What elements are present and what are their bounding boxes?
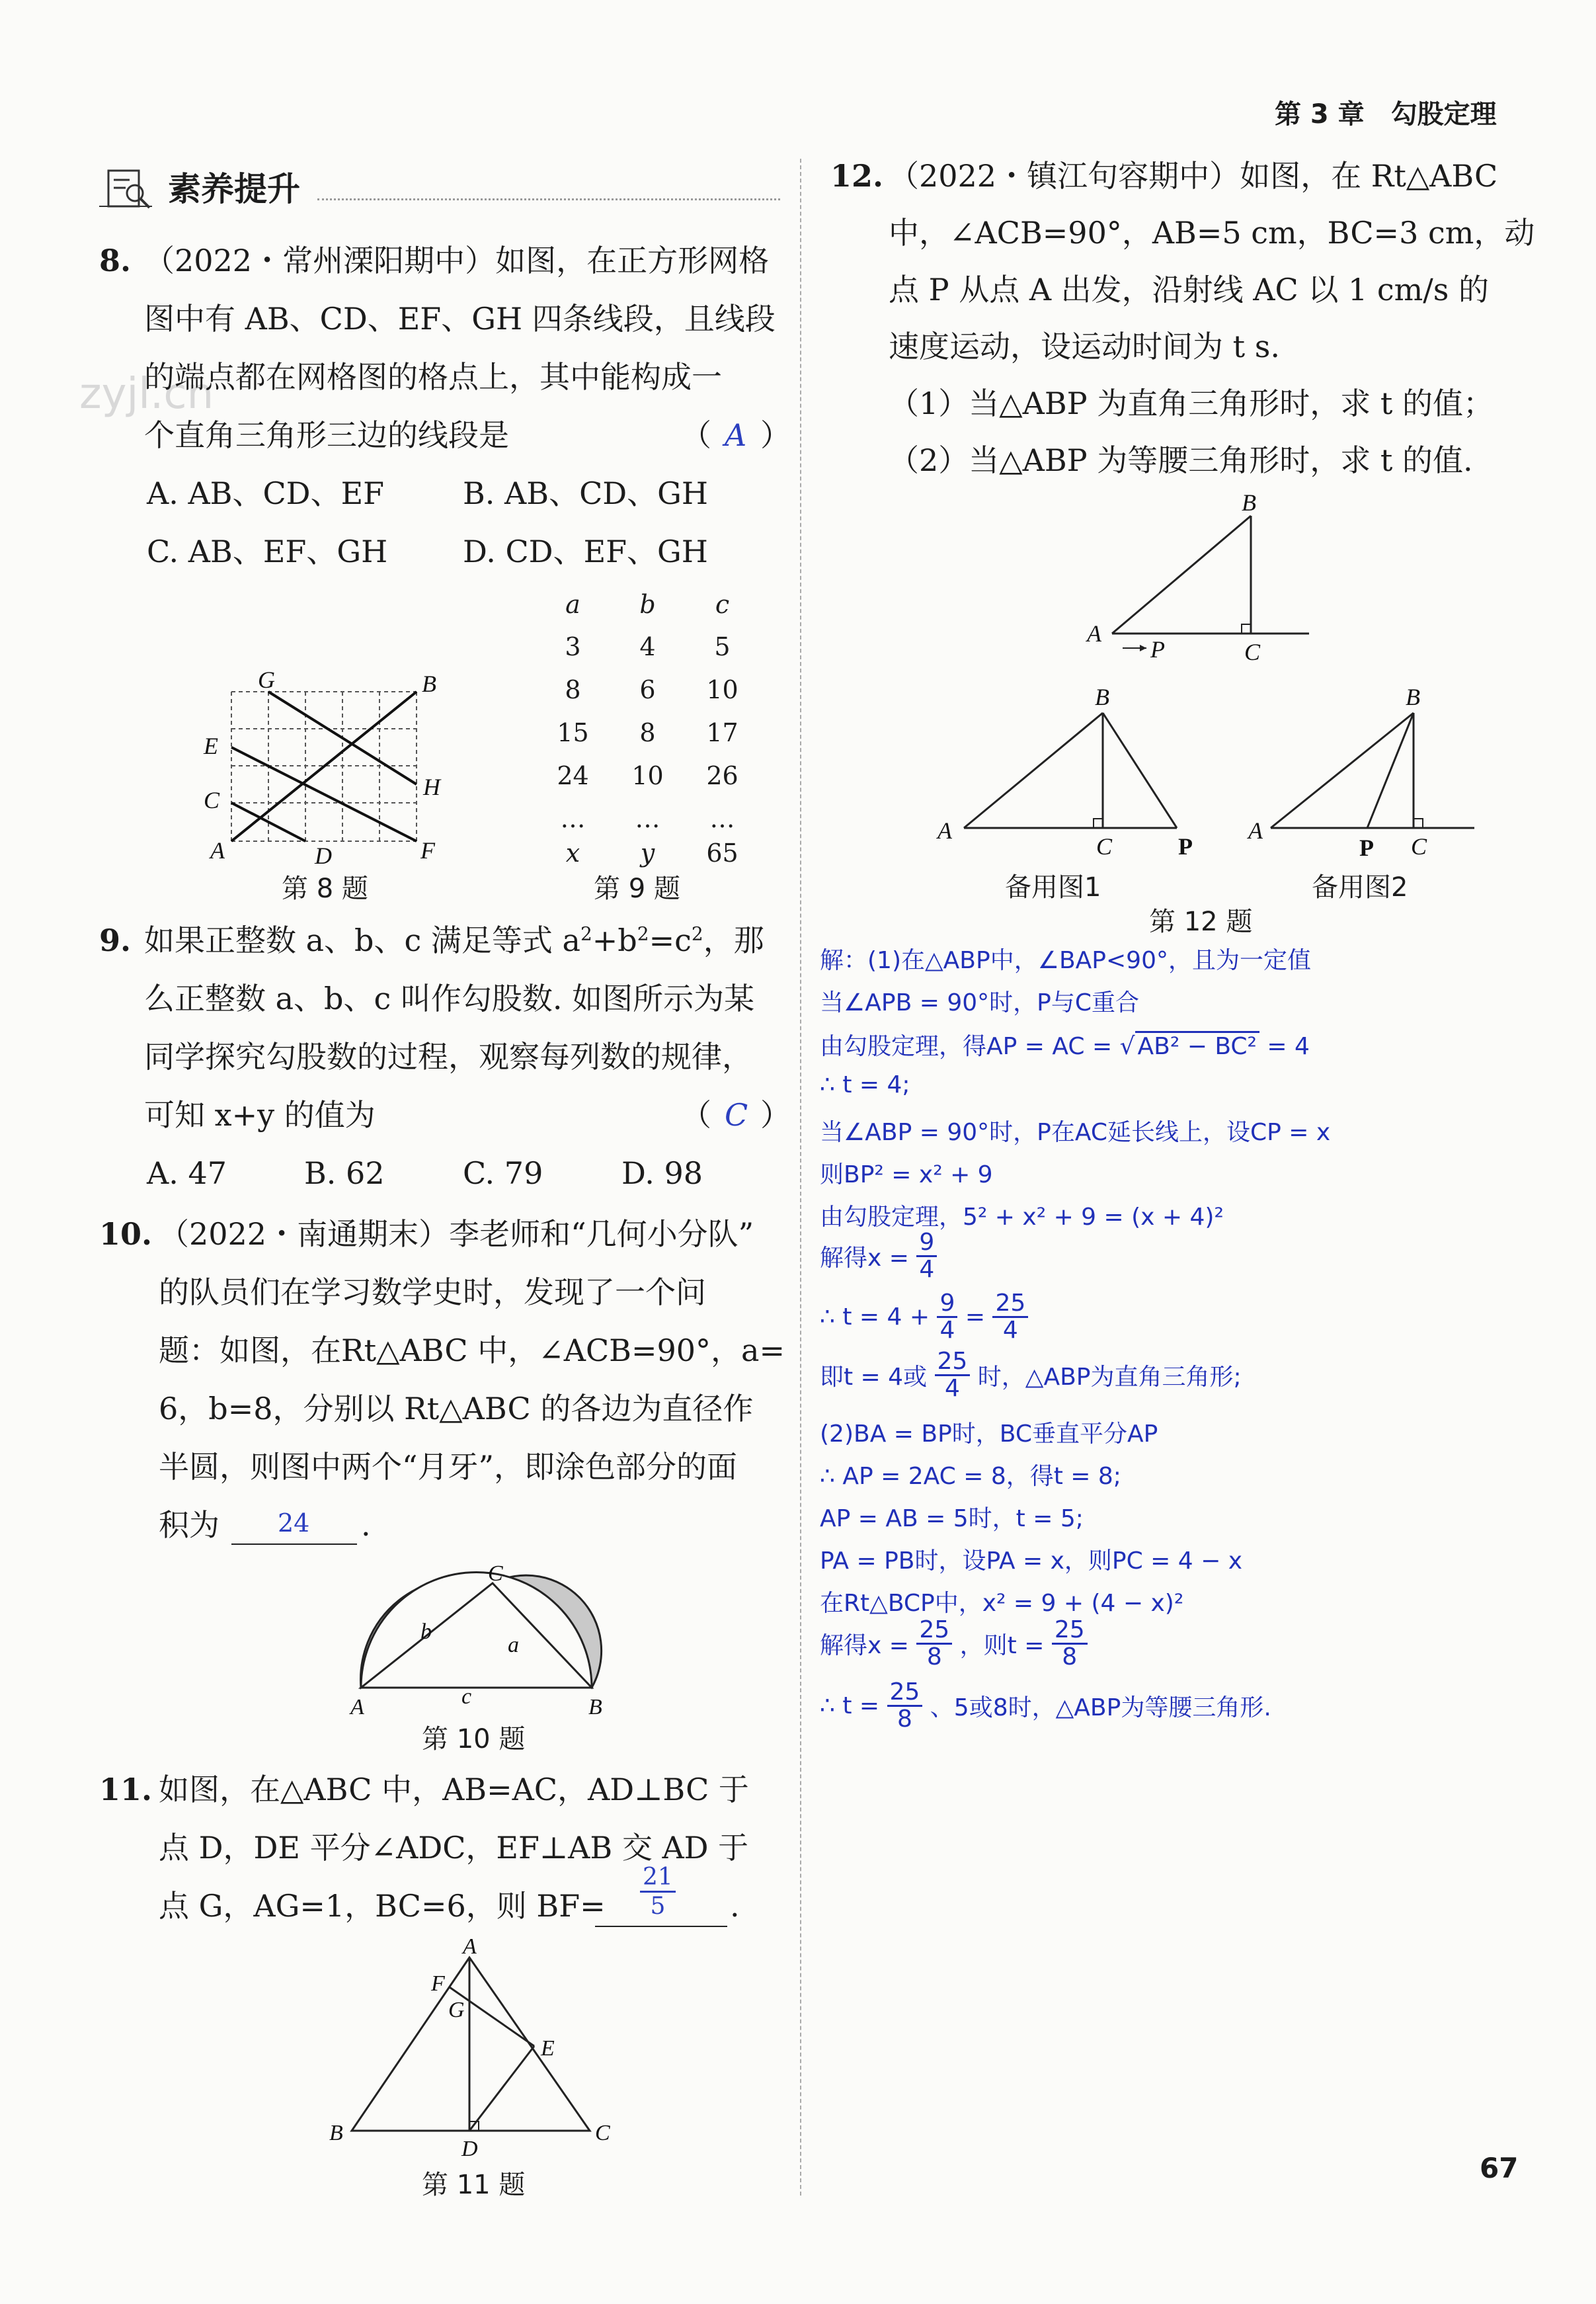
solution-line: 当∠ABP = 90°时，P在AC延长线上，设CP = x: [820, 1119, 1331, 1146]
solution-line: 在Rt△BCP中，x² = 9 + (4 − x)²: [820, 1590, 1184, 1617]
q9-cell: 5: [714, 632, 731, 661]
q8-option-c: C. AB、EF、GH: [147, 534, 388, 569]
watermark: zyjl.cn: [79, 370, 214, 419]
q10-line: 半圆，则图中两个“月牙”，即涂色部分的面: [159, 1449, 738, 1485]
q9-line: 同学探究勾股数的过程，观察每列数的规律，: [144, 1039, 752, 1075]
q12-sub-question-2: （2）当△ABP 为等腰三角形时，求 t 的值.: [889, 442, 1473, 478]
page-number: 67: [1480, 2152, 1519, 2184]
q9-header-cell: b: [639, 590, 656, 619]
solution-line: ∴ AP = 2AC = 8，得t = 8;: [820, 1463, 1121, 1490]
q10-line: 的队员们在学习数学史时，发现了一个问: [159, 1274, 706, 1310]
q12-label-p: P: [1150, 636, 1165, 663]
solution-line-fraction: ∴ t = 4 + $\frac{9}{4}$ = $\frac{25}{4}$: [820, 1291, 1028, 1343]
q8-line: 的端点都在网格图的格点上，其中能构成一: [144, 359, 722, 395]
q9-cell: 17: [706, 718, 738, 747]
q9-header-cell: a: [565, 590, 580, 619]
q11-triangle-figure: [317, 1938, 621, 2162]
label-c: C: [204, 787, 220, 813]
segment-ef: [231, 747, 417, 841]
q9-number: 9.: [99, 923, 132, 958]
q12-label-b: B: [1242, 489, 1256, 516]
backup2-label-c: C: [1411, 833, 1427, 860]
q12-line: 点 P 从点 A 出发，沿射线 AC 以 1 cm/s 的: [889, 272, 1489, 308]
q9-cell: x: [565, 839, 580, 868]
q10-moons-figure: [344, 1561, 621, 1719]
q8-caption: 第 8 题: [282, 874, 368, 904]
q10-answer-blank: [231, 1543, 357, 1545]
q8-option-d: D. CD、EF、GH: [463, 534, 708, 569]
chapter-title: 第 3 章 勾股定理: [1275, 99, 1497, 130]
backup2-label-b: B: [1406, 684, 1420, 710]
label-e: E: [204, 733, 218, 759]
q10-line: 题：如图，在Rt△ABC 中，∠ACB=90°，a=: [159, 1333, 785, 1368]
solution-line: ∴ t = 4;: [820, 1071, 910, 1098]
q9-cell: …: [635, 804, 660, 833]
q10-line: （2022・南通期末）李老师和“几何小分队”: [159, 1216, 754, 1252]
q9-cell: 10: [706, 675, 738, 704]
q9-line: 么正整数 a、b、c 叫作勾股数. 如图所示为某: [144, 981, 755, 1016]
section-icon: [99, 165, 153, 214]
q10-label-b: B: [588, 1695, 602, 1719]
q12-backup-figure-2: [1243, 675, 1481, 873]
backup2-label-a: A: [1248, 817, 1263, 844]
solution-line: 当∠APB = 90°时，P与C重合: [820, 989, 1140, 1016]
q11-last-line-post: .: [730, 1888, 740, 1924]
label-h: H: [423, 774, 440, 800]
q9-table-row: [536, 675, 760, 718]
q9-option-c: C. 79: [463, 1155, 543, 1191]
q9-caption: 第 9 题: [594, 874, 680, 904]
q10-label-side-a: a: [508, 1633, 519, 1657]
q9-option-b: B. 62: [304, 1155, 385, 1191]
q10-last-line-post: .: [361, 1507, 371, 1543]
section-rule: [317, 198, 780, 200]
q11-label-a: A: [463, 1938, 477, 1959]
q10-label-side-c: c: [461, 1684, 472, 1709]
q11-last-line-pre: 点 G，AG=1，BC=6，则 BF=: [159, 1888, 606, 1924]
q9-cell: 4: [639, 632, 656, 661]
q11-label-e: E: [541, 2036, 555, 2061]
backup1-label-b: B: [1095, 684, 1109, 710]
q10-label-c: C: [488, 1561, 503, 1586]
q11-caption: 第 11 题: [422, 2170, 526, 2200]
q9-table-row: [536, 761, 760, 804]
q9-cell: 24: [557, 761, 589, 790]
q12-label-c: C: [1244, 639, 1261, 665]
q10-last-line-pre: 积为: [159, 1507, 219, 1543]
label-a: A: [210, 837, 225, 864]
q9-line-1: 如果正整数 a、b、c 满足等式 $a^2+b^2=c^2$，那: [144, 923, 764, 958]
label-b: B: [422, 671, 436, 697]
q9-paren-open: （: [681, 1097, 711, 1133]
q9-paren-close: ）: [760, 1097, 791, 1133]
q12-backup-figure-1: [926, 675, 1256, 873]
q11-label-b: B: [329, 2121, 343, 2145]
q11-label-c: C: [595, 2121, 610, 2145]
q9-table-row: [536, 718, 760, 761]
q12-sub-question-1: （1）当△ABP 为直角三角形时，求 t 的值；: [889, 386, 1494, 421]
q10-label-side-b: b: [420, 1620, 432, 1644]
q9-cell: 3: [565, 632, 581, 661]
solution-line: 解：(1)在△ABP中，∠BAP<90°，且为一定值: [820, 947, 1311, 974]
q8-option-a: A. AB、CD、EF: [147, 475, 385, 511]
q9-table-row: [536, 632, 760, 675]
q9-header-cell: c: [715, 590, 730, 619]
q11-answer-den: 5: [650, 1893, 666, 1920]
q9-cell: 6: [639, 675, 656, 704]
q9-cell: …: [560, 804, 586, 833]
q11-answer-num: 21: [640, 1864, 676, 1893]
solution-line: 由勾股定理，5² + x² + 9 = (x + 4)²: [820, 1204, 1224, 1231]
label-f: F: [420, 837, 435, 864]
q9-cell: y: [640, 839, 655, 868]
section-title: 素养提升: [168, 170, 300, 208]
q12-line: （2022・镇江句容期中）如图，在 Rt△ABC: [889, 158, 1498, 194]
q11-answer: [640, 1864, 676, 1920]
q11-number: 11.: [99, 1772, 153, 1807]
q11-label-d: D: [461, 2137, 478, 2161]
q11-line: 点 D，DE 平分∠ADC，EF⊥AB 交 AD 于: [159, 1830, 749, 1866]
q12-line: 速度运动，设运动时间为 t s.: [889, 329, 1280, 364]
backup1-label-p: P: [1178, 833, 1193, 860]
q12-main-figure: [1078, 489, 1316, 675]
q9-table-row: [536, 804, 760, 839]
q9-cell: 8: [639, 718, 656, 747]
q11-answer-blank: [595, 1926, 727, 1927]
q11-label-g: G: [448, 1998, 465, 2022]
column-divider: [800, 159, 803, 2196]
q8-option-b: B. AB、CD、GH: [463, 475, 709, 511]
label-g: G: [258, 668, 275, 693]
q9-cell: 10: [631, 761, 664, 790]
q10-line: 6，b=8，分别以 Rt△ABC 的各边为直径作: [159, 1391, 754, 1426]
q8-line: 个直角三角形三边的线段是: [144, 417, 509, 453]
q8-line: 图中有 AB、CD、EF、GH 四条线段，且线段: [144, 301, 776, 337]
solution-line-fraction: 解得x = $\frac{25}{8}$ ，则t = $\frac{25}{8}$: [820, 1618, 1088, 1670]
segment-gh: [268, 692, 417, 784]
backup1-label-c: C: [1096, 833, 1113, 860]
q10-answer: 24: [278, 1508, 310, 1538]
backup1-label-a: A: [938, 817, 952, 844]
q12-number: 12.: [830, 158, 884, 194]
q9-cell: 26: [706, 761, 738, 790]
q12-line: 中，∠ACB=90°，AB=5 cm，BC=3 cm，动: [889, 215, 1535, 251]
q8-line: （2022・常州溧阳期中）如图，在正方形网格: [144, 243, 770, 278]
q8-answer: A: [725, 417, 747, 453]
q12-backup-caption-2: 备用图2: [1312, 872, 1408, 903]
q11-line: 如图，在△ABC 中，AB=AC，AD⊥BC 于: [159, 1772, 749, 1807]
q8-paren-open: （: [681, 417, 711, 453]
solution-line-sqrt: 由勾股定理，得AP = AC = √ AB² − BC² = 4: [820, 1028, 1310, 1061]
q9-cell: …: [709, 804, 735, 833]
label-d: D: [315, 843, 332, 866]
q8-paren-close: ）: [760, 417, 791, 453]
q9-cell: 8: [565, 675, 581, 704]
backup2-label-p: P: [1359, 835, 1374, 861]
q9-option-a: A. 47: [147, 1155, 227, 1191]
q9-table-header: [536, 590, 760, 632]
solution-line: 则BP² = x² + 9: [820, 1161, 993, 1188]
q9-table: [536, 590, 760, 882]
q12-caption: 第 12 题: [1149, 907, 1253, 937]
q9-line: 可知 x+y 的值为: [144, 1097, 376, 1133]
q9-option-d: D. 98: [621, 1155, 703, 1191]
q11-label-f: F: [431, 1971, 445, 1996]
q9-cell: 65: [706, 839, 738, 868]
q12-label-a: A: [1087, 620, 1101, 647]
solution-line-fraction: 即t = 4或 $\frac{25}{4}$ 时，△ABP为直角三角形;: [820, 1348, 1242, 1402]
q9-answer: C: [725, 1097, 748, 1133]
q10-caption: 第 10 题: [422, 1724, 526, 1754]
solution-line: (2)BA = BP时，BC垂直平分AP: [820, 1420, 1158, 1448]
q12-backup-caption-1: 备用图1: [1005, 872, 1101, 903]
q10-label-a: A: [350, 1695, 364, 1719]
q8-grid-figure: [198, 668, 463, 866]
solution-line: PA = PB时，设PA = x，则PC = 4 − x: [820, 1547, 1243, 1575]
solution-line: AP = AB = 5时，t = 5;: [820, 1505, 1084, 1532]
solution-line-fraction: ∴ t = $\frac{25}{8}$ 、5或8时，△ABP为等腰三角形.: [820, 1678, 1271, 1733]
q9-cell: 15: [557, 718, 589, 747]
q10-number: 10.: [99, 1216, 153, 1252]
q8-number: 8.: [99, 243, 132, 278]
solution-line-fraction: 解得x = $\frac{9}{4}$: [820, 1230, 937, 1282]
